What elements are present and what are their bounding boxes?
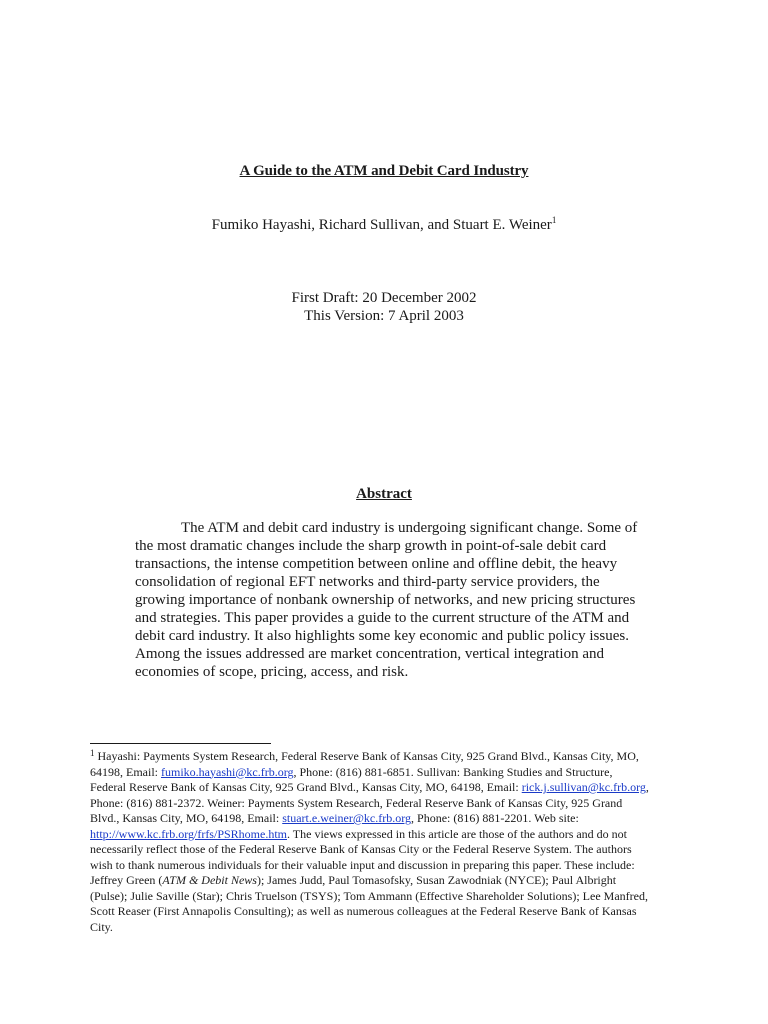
footnote-text: . The views expressed in this article are those of the authors and do not	[287, 826, 628, 841]
footnote-text: ); James Judd, Paul Tomasofsky, Susan Zawodniak (NYCE); Paul Albright	[256, 873, 617, 887]
abstract-paragraph	[135, 519, 638, 681]
footnote-line	[90, 873, 690, 889]
footnote-line: Scott Reaser (First Annapolis Consulting); as well as numerous colleagues at the Federal Reserve Bank of Kansas	[90, 904, 637, 918]
footnote-text: , Phone: (816) 881-2201. Web site:	[411, 811, 579, 825]
footnote-text: Blvd., Kansas City, MO, 64198, Email:	[90, 811, 283, 825]
footnote-line	[90, 749, 690, 765]
abstract-line: growing importance of nonbank ownership of networks, and new pricing structures	[135, 592, 636, 608]
footnote-line: (Pulse); Julie Saville (Star); Chris Truelson (TSYS); Tom Ammann (Effective Shareholder Solutions); Lee Manfred,	[90, 888, 648, 903]
footnote-line	[90, 827, 690, 843]
hayashi-email-link[interactable]: fumiko.hayashi@kc.frb.org	[161, 764, 294, 779]
footnote	[90, 749, 690, 935]
footnote-text: , Phone: (816) 881-6851. Sullivan: Banking Studies and Structure,	[293, 764, 613, 779]
footnote-text: ,	[645, 780, 649, 794]
footnote-marker: 1	[90, 748, 95, 758]
publication-name: ATM & Debit News	[162, 873, 257, 887]
footnote-line	[90, 811, 690, 827]
footnote-line: wish to thank numerous individuals for their valuable input and discussion in preparing this paper. These include:	[90, 857, 635, 872]
website-link[interactable]: http://www.kc.frb.org/frfs/PSRhome.htm	[90, 826, 287, 841]
author-names: Fumiko Hayashi, Richard Sullivan, and Stuart E. Weiner	[211, 217, 552, 233]
abstract-line: economies of scope, pricing, access, and risk.	[135, 664, 409, 680]
footnote-line: necessarily reflect those of the Federal Reserve Bank of Kansas City or the Federal Reserve System. The authors	[90, 842, 632, 856]
first-draft-date: First Draft: 20 December 2002	[291, 290, 477, 306]
abstract-line: the most dramatic changes include the sharp growth in point-of-sale debit card	[135, 538, 607, 554]
abstract-line: Among the issues addressed are market concentration, vertical integration and	[135, 646, 604, 662]
draft-dates	[0, 289, 768, 325]
abstract-line: transactions, the intense competition between online and offline debit, the heavy	[135, 556, 618, 572]
footnote-line	[90, 780, 690, 796]
author-list	[0, 217, 768, 234]
sullivan-email-link[interactable]: rick.j.sullivan@kc.frb.org	[521, 780, 646, 794]
this-version-date: This Version: 7 April 2003	[304, 308, 464, 324]
weiner-email-link[interactable]: stuart.e.weiner@kc.frb.org	[282, 811, 412, 825]
abstract-line: debit card industry. It also highlights some key economic and public policy issues.	[135, 628, 629, 644]
abstract-heading: Abstract	[356, 486, 412, 502]
footnote-divider	[90, 743, 271, 744]
footnote-text: Hayashi: Payments System Research, Federal Reserve Bank of Kansas City, 925 Grand Blvd., Kansas City, MO,	[94, 749, 639, 763]
footnote-line	[90, 765, 690, 781]
paper-title: A Guide to the ATM and Debit Card Industry	[239, 163, 529, 179]
abstract-line: and strategies. This paper provides a guide to the current structure of the ATM and	[135, 610, 630, 626]
footnote-line: Phone: (816) 881-2372. Weiner: Payments System Research, Federal Reserve Bank of Kansas City, 925 Grand	[90, 795, 623, 810]
footnote-line: City.	[90, 919, 113, 934]
abstract-line: The ATM and debit card industry is undergoing significant change. Some of	[181, 520, 638, 536]
abstract-line: consolidation of regional EFT networks and third-party service providers, the	[135, 574, 600, 590]
footnote-text: 64198, Email:	[90, 764, 161, 779]
footnote-marker-ref[interactable]: 1	[551, 215, 557, 225]
footnote-text: Federal Reserve Bank of Kansas City, 925 Grand Blvd., Kansas City, MO, 64198, Email:	[90, 780, 522, 794]
footnote-text: Jeffrey Green (	[90, 873, 163, 887]
